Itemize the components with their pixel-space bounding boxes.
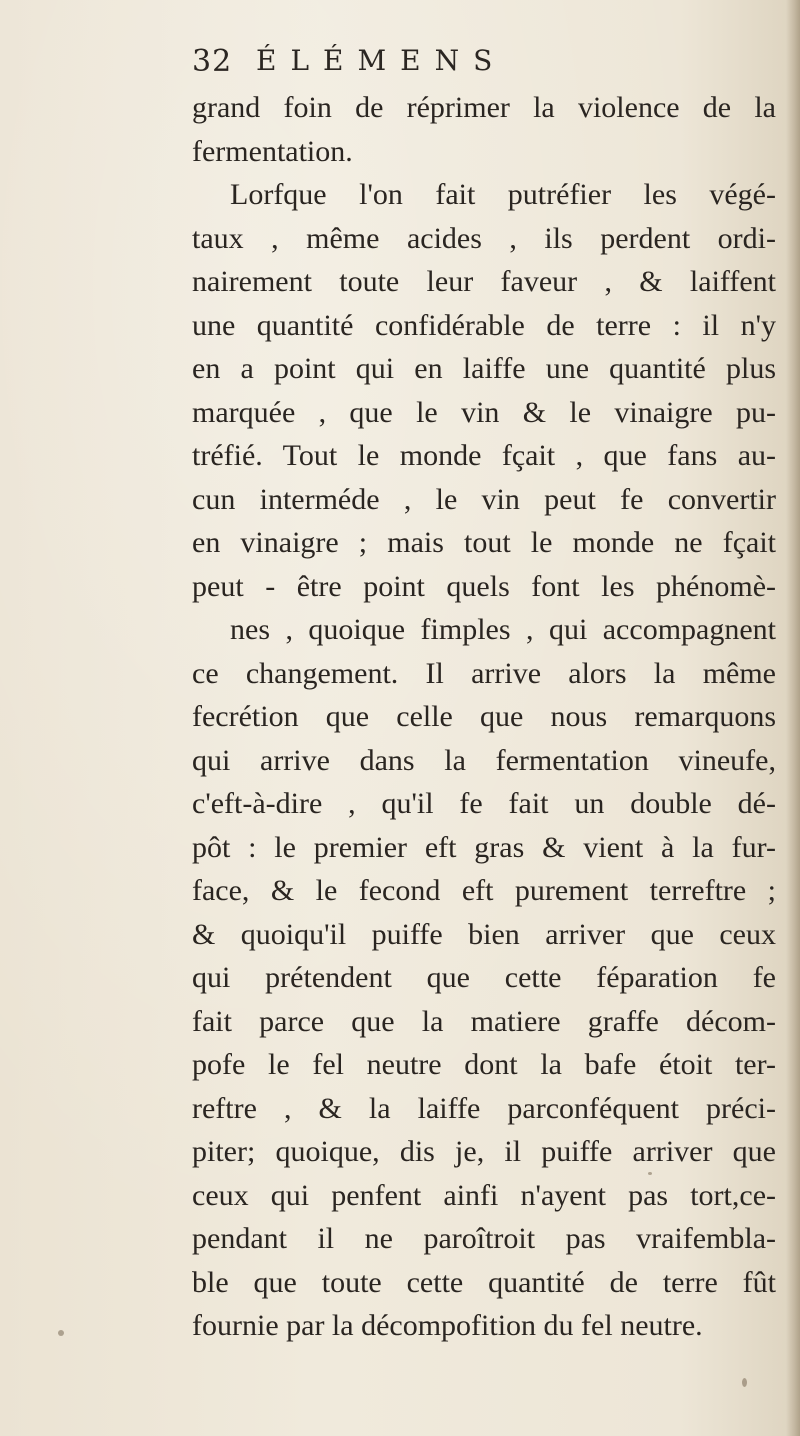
running-title: ÉLÉMENS — [256, 44, 507, 77]
text-line: peut - être point quels font les phénomè- — [192, 569, 776, 603]
text-line: piter; quoique, dis je, il puiffe arriver que — [192, 1135, 776, 1168]
page-edge-shadow — [786, 0, 800, 1436]
text-line: tréfié. Tout le monde fçait , que fans au- — [192, 439, 776, 472]
page-header — [192, 40, 752, 84]
text-line: en vinaigre ; mais tout le monde ne fçait — [192, 526, 776, 559]
text-line: c'eft-à-dire , qu'il fe fait un double dé- — [192, 787, 776, 820]
text-line: fermentation. — [192, 134, 353, 168]
text-line: cun interméde , le vin peut fe convertir — [192, 482, 776, 516]
text-line: face, & le fecond eft purement terreftre ; — [192, 874, 776, 907]
text-line: qui prétendent que cette féparation fe — [192, 961, 776, 994]
page-number: 32 — [192, 44, 233, 79]
text-line: grand foin de réprimer la violence de la — [192, 91, 776, 124]
text-line: taux , même acides , ils perdent ordi- — [192, 221, 776, 255]
text-line: nes , quoique fimples , qui accompagnent — [230, 613, 776, 646]
text-line: pofe le fel neutre dont la bafe étoit ter- — [192, 1048, 776, 1081]
ink-speck — [742, 1378, 747, 1387]
text-line: Lorfque l'on fait putréfier les végé- — [230, 178, 776, 211]
text-line: ble que toute cette quantité de terre fût — [192, 1265, 776, 1299]
text-line: pôt : le premier eft gras & vient à la fur- — [192, 830, 776, 864]
text-line: fait parce que la matiere graffe décom- — [192, 1004, 776, 1038]
ink-speck — [58, 1330, 64, 1336]
text-line: & quoiqu'il puiffe bien arriver que ceux — [192, 917, 776, 951]
body-text — [192, 86, 776, 1348]
text-line: qui arrive dans la fermentation vineufe, — [192, 743, 776, 777]
text-line: pendant il ne paroîtroit pas vraifembla- — [192, 1222, 776, 1255]
text-line: ceux qui penfent ainfi n'ayent pas tort,ce- — [192, 1178, 776, 1212]
text-line: ce changement. Il arrive alors la même — [192, 656, 776, 690]
text-line: nairement toute leur faveur , & laiffent — [192, 265, 776, 298]
text-line: en a point qui en laiffe une quantité plus — [192, 352, 776, 385]
text-line: fecrétion que celle que nous remarquons — [192, 700, 776, 733]
text-line: marquée , que le vin & le vinaigre pu- — [192, 395, 776, 429]
text-line: une quantité confidérable de terre : il n'y — [192, 308, 776, 342]
text-line: reftre , & la laiffe parconféquent préci- — [192, 1091, 776, 1125]
text-line: fournie par la décompofition du fel neutre. — [192, 1309, 703, 1342]
